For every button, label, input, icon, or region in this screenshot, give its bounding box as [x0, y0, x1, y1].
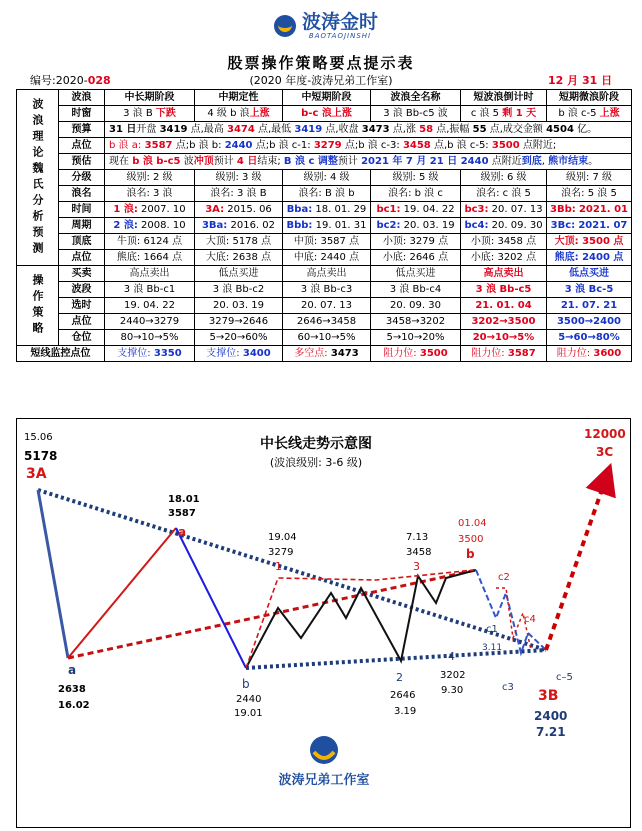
row-label: 浪名 — [59, 186, 105, 202]
table-cell: 20. 07. 13 — [283, 298, 371, 314]
table-cell: 20. 03. 19 — [195, 298, 283, 314]
table-cell: 3202→3500 — [461, 314, 547, 330]
ops-label: 操作策略 — [17, 266, 59, 346]
table-cell: 多空点: 3473 — [283, 346, 371, 362]
table-cell: 低点买进 — [547, 266, 632, 282]
table-cell: 高点卖出 — [283, 266, 371, 282]
table-cell: 3500→2400 — [547, 314, 632, 330]
doc-date: 12 月 31 日 — [548, 74, 613, 87]
table-cell: 5→20→60% — [195, 330, 283, 346]
table-cell: c 浪 5 剩 1 天 — [461, 106, 547, 122]
label-19-04: 19.04 — [268, 532, 297, 543]
table-cell: 3Ba: 2016. 02 — [195, 218, 283, 234]
label-2638: 2638 — [58, 684, 86, 695]
label-3-19: 3.19 — [394, 706, 417, 717]
table-cell: 低点买进 — [371, 266, 461, 282]
doc-org: (2020 年度-波涛兄弟工作室) — [249, 74, 393, 87]
table-cell: 21. 07. 21 — [547, 298, 632, 314]
table-cell: 2440→3279 — [105, 314, 195, 330]
footer-brand: 波涛兄弟工作室 — [278, 773, 370, 788]
table-cell: 3 浪 Bc-5 — [547, 282, 632, 298]
table-cell: 支撑位: 3350 — [105, 346, 195, 362]
table-cell: 21. 01. 04 — [461, 298, 547, 314]
table-row — [17, 90, 632, 106]
label-c5: c–5 — [556, 672, 573, 683]
table-cell: 级别: 5 级 — [371, 170, 461, 186]
table-cell: Bbb: 19. 01. 31 — [283, 218, 371, 234]
table-cell: bc2: 20. 03. 19 — [371, 218, 461, 234]
row-label: 波段 — [59, 282, 105, 298]
label-12000: 12000 — [584, 427, 626, 441]
row-label: 选时 — [59, 298, 105, 314]
table-cell: 阻力位: 3587 — [461, 346, 547, 362]
col-header: 中短期阶段 — [283, 90, 371, 106]
table-cell: 小顶: 3458 点 — [461, 234, 547, 250]
label-2646: 2646 — [390, 690, 416, 701]
table-row — [17, 170, 632, 186]
strategy-table — [16, 89, 632, 362]
table-cell: 牛顶: 6124 点 — [105, 234, 195, 250]
table-cell: Bba: 18. 01. 29 — [283, 202, 371, 218]
row-label: 买卖 — [59, 266, 105, 282]
table-cell: 浪名: 3 浪 B — [195, 186, 283, 202]
chart-subtitle: (波浪级别: 3-6 级) — [269, 456, 363, 469]
table-row — [17, 314, 632, 330]
table-row — [17, 266, 632, 282]
row-label: 周期 — [59, 218, 105, 234]
label-5178: 5178 — [24, 449, 58, 463]
table-cell: 高点卖出 — [461, 266, 547, 282]
row-label: 短线监控点位 — [17, 346, 105, 362]
table-cell: 3Bb: 2021. 01 — [547, 202, 632, 218]
row-label: 点位 — [59, 250, 105, 266]
label-4: 4 — [448, 650, 455, 663]
table-row — [17, 298, 632, 314]
table-cell: 60→10→5% — [283, 330, 371, 346]
row-label: 点位 — [59, 138, 105, 154]
label-18-01: 18.01 — [168, 494, 200, 505]
label-3-11: 3.11 — [482, 643, 503, 653]
forecast-line-2: b 浪 a: 3587 点;b 浪 b: 2440 点;b 浪 c-1: 3279 点;b 浪 c-3: 3458 点,b 浪 c-5: 3500 点附近; — [105, 138, 632, 154]
col-header: 短期微浪阶段 — [547, 90, 632, 106]
label-c3: c3 — [502, 682, 514, 693]
label-c4: c4 — [524, 614, 536, 625]
table-row — [17, 346, 632, 362]
table-cell: 阻力位: 3500 — [371, 346, 461, 362]
table-row — [17, 154, 632, 170]
chart-title: 中长线走势示意图 — [260, 436, 372, 452]
table-cell: 级别: 3 级 — [195, 170, 283, 186]
table-cell: bc1: 19. 04. 22 — [371, 202, 461, 218]
brand-logo — [274, 12, 378, 40]
forecast-line-1: 31 日开盘 3419 点,最高 3474 点,最低 3419 点,收盘 3473 点,涨 58 点,振幅 55 点,成交金额 4504 亿。 — [105, 122, 632, 138]
table-cell: 中顶: 3587 点 — [283, 234, 371, 250]
table-cell: 高点卖出 — [105, 266, 195, 282]
label-19-01: 19.01 — [234, 708, 263, 719]
table-cell: 熊底: 1664 点 — [105, 250, 195, 266]
table-cell: 3 浪 Bb-c5 — [461, 282, 547, 298]
table-cell: 2 浪: 2008. 10 — [105, 218, 195, 234]
code-number: 028 — [87, 74, 111, 87]
table-cell: b 浪 c-5 上涨 — [547, 106, 632, 122]
label-3458: 3458 — [406, 547, 432, 558]
table-row — [17, 330, 632, 346]
label-c1: c1 — [486, 624, 498, 635]
wave-chart — [16, 418, 631, 828]
table-cell: 3 浪 Bb-c5 波 — [371, 106, 461, 122]
table-cell: 支撑位: 3400 — [195, 346, 283, 362]
forecast-line-3: 现在 b 浪 b-c5 波冲顶预计 4 日结束; B 浪 c 调整预计 2021 年 7 月 21 日 2440 点附近到底, 熊市结束。 — [105, 154, 632, 170]
label-a-top: a — [178, 525, 187, 539]
table-cell: bc3: 20. 07. 13 — [461, 202, 547, 218]
table-cell: 2646→3458 — [283, 314, 371, 330]
table-cell: 级别: 2 级 — [105, 170, 195, 186]
label-1: 1 — [275, 560, 282, 573]
table-cell: 20→10→5% — [461, 330, 547, 346]
table-cell: 19. 04. 22 — [105, 298, 195, 314]
page-title: 股票操作策略要点提示表 — [227, 54, 415, 72]
table-cell: 熊底: 2400 点 — [547, 250, 632, 266]
label-b-top: b — [466, 547, 475, 561]
brand-name: 波涛金时 — [302, 11, 379, 33]
table-cell: 1 浪: 2007. 10 — [105, 202, 195, 218]
table-row — [17, 202, 632, 218]
label-9-30: 9.30 — [441, 685, 464, 696]
table-cell: 3Bc: 2021. 07 — [547, 218, 632, 234]
label-3500: 3500 — [458, 534, 484, 545]
table-cell: 3 浪 B 下跌 — [105, 106, 195, 122]
table-row — [17, 138, 632, 154]
chart-frame — [17, 419, 631, 828]
table-cell: 3 浪 Bb-c2 — [195, 282, 283, 298]
row-label: 仓位 — [59, 330, 105, 346]
table-cell: bc4: 20. 09. 30 — [461, 218, 547, 234]
table-cell: 3279→2646 — [195, 314, 283, 330]
label-2: 2 — [396, 671, 403, 684]
row-label: 时窗 — [59, 106, 105, 122]
label-a-bot: a — [68, 663, 77, 677]
label-2440: 2440 — [236, 694, 262, 705]
table-cell: 20. 09. 30 — [371, 298, 461, 314]
table-cell: 级别: 4 级 — [283, 170, 371, 186]
label-3: 3 — [413, 560, 420, 573]
table-cell: 4 级 b 浪上涨 — [195, 106, 283, 122]
label-3202: 3202 — [440, 670, 466, 681]
table-cell: 级别: 6 级 — [461, 170, 547, 186]
table-row — [17, 122, 632, 138]
row-label: 预算 — [59, 122, 105, 138]
table-cell: 大顶: 3500 点 — [547, 234, 632, 250]
table-cell: 5→60→80% — [547, 330, 632, 346]
row-label: 分级 — [59, 170, 105, 186]
row-label: 波浪 — [59, 90, 105, 106]
table-cell: 浪名: 3 浪 — [105, 186, 195, 202]
table-cell: 浪名: b 浪 c — [371, 186, 461, 202]
table-cell: 级别: 7 级 — [547, 170, 632, 186]
table-cell: 大顶: 5178 点 — [195, 234, 283, 250]
table-cell: b-c 浪上涨 — [283, 106, 371, 122]
code-prefix: 2020- — [55, 74, 88, 87]
table-cell: 浪名: 5 浪 5 — [547, 186, 632, 202]
col-header: 短波浪倒计时 — [461, 90, 547, 106]
label-16-02: 16.02 — [58, 700, 90, 711]
label-7-21: 7.21 — [536, 725, 566, 739]
table-cell: 3 浪 Bb-c3 — [283, 282, 371, 298]
row-label: 预估 — [59, 154, 105, 170]
table-row — [17, 250, 632, 266]
table-cell: 80→10→5% — [105, 330, 195, 346]
label-3587: 3587 — [168, 508, 196, 519]
label-3279: 3279 — [268, 547, 294, 558]
table-row — [17, 186, 632, 202]
table-cell: 浪名: c 浪 5 — [461, 186, 547, 202]
label-2400: 2400 — [534, 709, 568, 723]
label-3A: 3A — [26, 466, 47, 482]
label-01-04: 01.04 — [458, 518, 487, 529]
table-cell: 小底: 3202 点 — [461, 250, 547, 266]
table-row — [17, 282, 632, 298]
table-cell: 小底: 2646 点 — [371, 250, 461, 266]
label-3B: 3B — [538, 688, 559, 704]
table-row — [17, 234, 632, 250]
table-cell: 低点买进 — [195, 266, 283, 282]
col-header: 中长期阶段 — [105, 90, 195, 106]
table-row — [17, 218, 632, 234]
label-b-bot: b — [242, 677, 250, 691]
row-label: 顶底 — [59, 234, 105, 250]
col-header: 波浪全名称 — [371, 90, 461, 106]
label-c2: c2 — [498, 572, 510, 583]
table-cell: 3A: 2015. 06 — [195, 202, 283, 218]
label-3C: 3C — [596, 445, 614, 459]
label-15-06: 15.06 — [24, 432, 53, 443]
theory-label: 波浪理论魏氏分析预测 — [17, 90, 59, 266]
table-cell: 小顶: 3279 点 — [371, 234, 461, 250]
row-label: 点位 — [59, 314, 105, 330]
table-row — [17, 106, 632, 122]
wave-logo-icon — [274, 15, 296, 37]
table-cell: 阻力位: 3600 — [547, 346, 632, 362]
table-cell: 大底: 2638 点 — [195, 250, 283, 266]
table-cell: 3 浪 Bb-c4 — [371, 282, 461, 298]
row-label: 时间 — [59, 202, 105, 218]
table-cell: 3 浪 Bb-c1 — [105, 282, 195, 298]
brand-sub: BAOTAOJINSHI — [308, 32, 372, 40]
code-label: 编号: — [30, 74, 56, 87]
table-cell: 中底: 2440 点 — [283, 250, 371, 266]
table-cell: 3458→3202 — [371, 314, 461, 330]
col-header: 中期定性 — [195, 90, 283, 106]
table-cell: 浪名: B 浪 b — [283, 186, 371, 202]
table-cell: 5→10→20% — [371, 330, 461, 346]
label-7-13: 7.13 — [406, 532, 429, 543]
